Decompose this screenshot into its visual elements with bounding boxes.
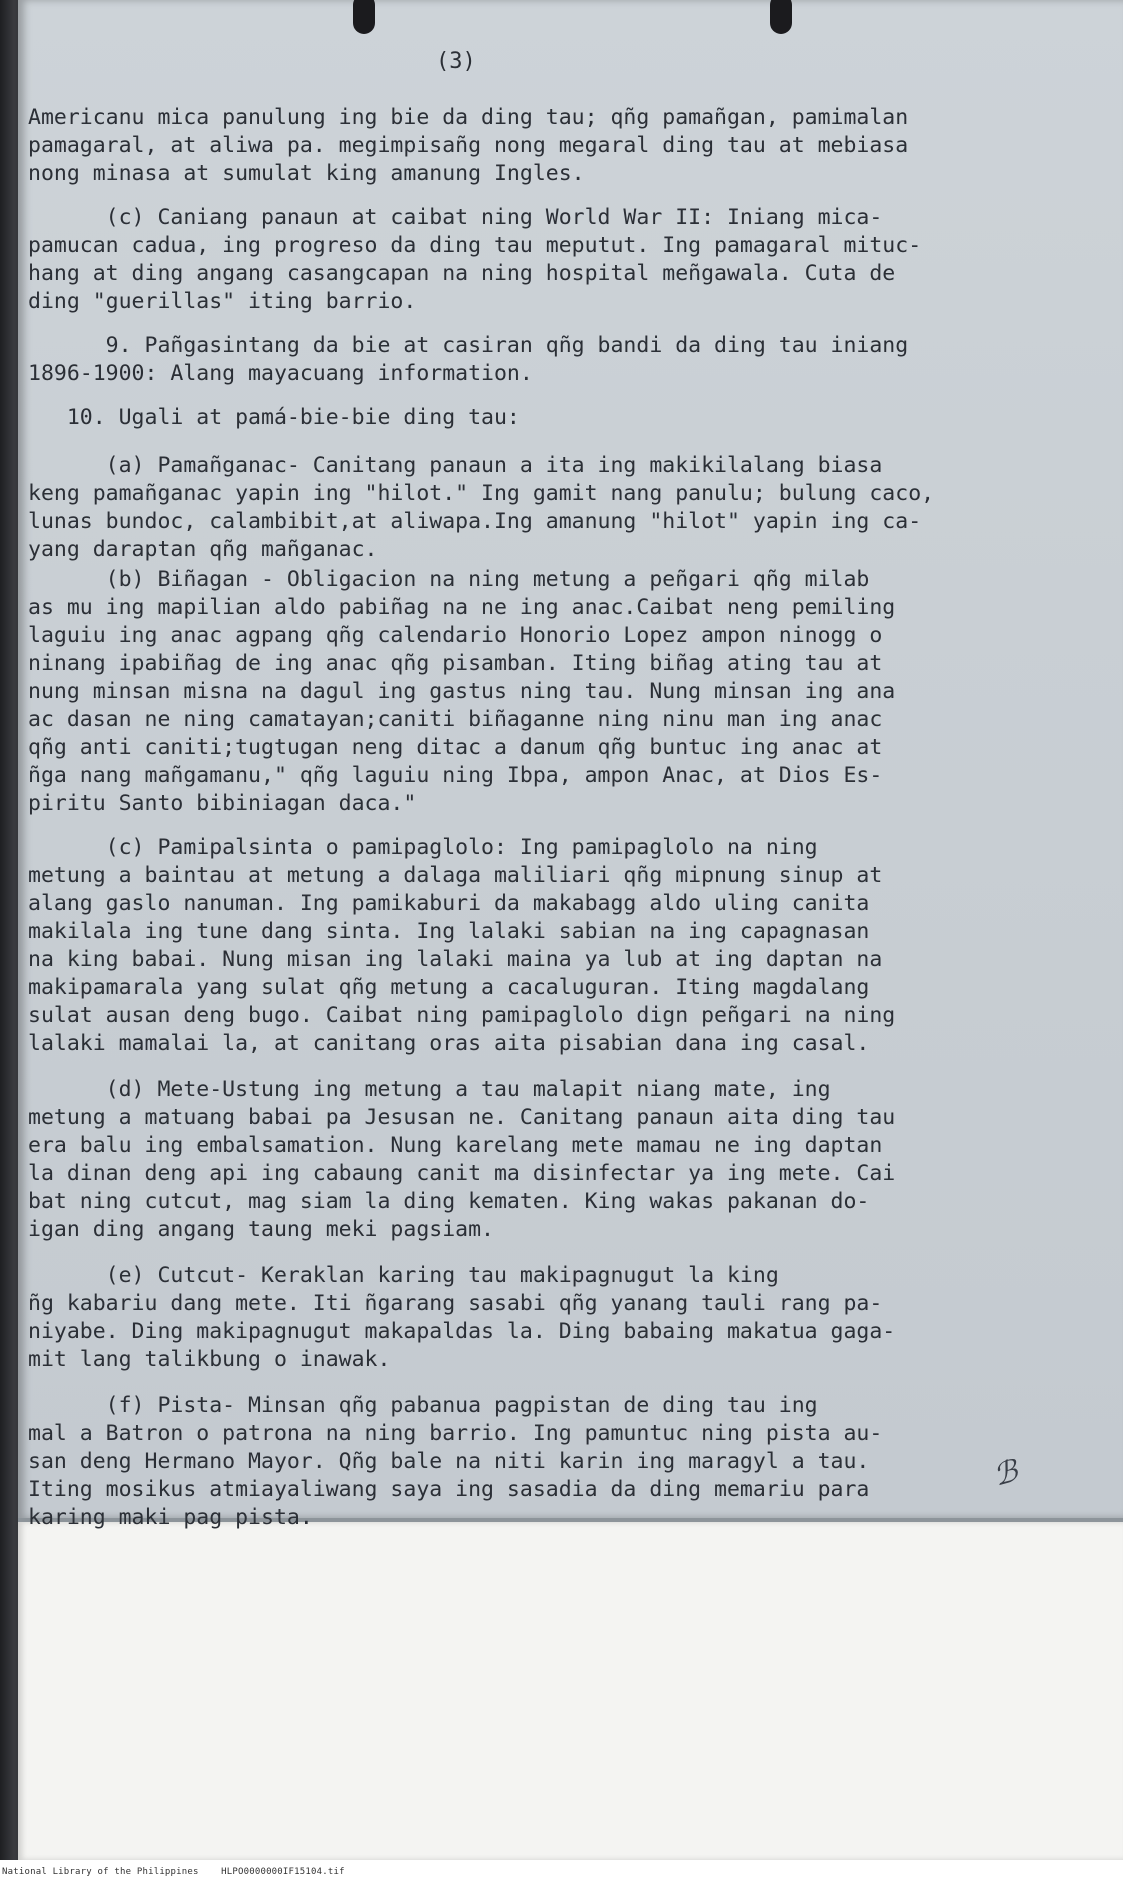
text-line: nung minsan misna na dagul ing gastus ning tau. Nung minsan ing ana	[28, 679, 896, 704]
text-line: hang at ding angang casangcapan na ning hospital meñgawala. Cuta de	[28, 261, 896, 286]
text-line: qñg anti caniti;tugtugan neng ditac a danum qñg buntuc ing anac at	[28, 735, 883, 760]
text-line: mit lang talikbung o inawak.	[28, 1347, 391, 1372]
blank-underlying-sheet	[18, 1522, 1123, 1860]
text-line: Iting mosikus atmiayaliwang saya ing sasadia da ding memariu para	[28, 1477, 870, 1502]
text-line: era balu ing embalsamation. Nung karelang mete mamau ne ing daptan	[28, 1133, 883, 1158]
text-line: 9. Pañgasintang da bie at casiran qñg bandi da ding tau iniang	[28, 333, 909, 358]
text-line: metung a baintau at metung a dalaga maliliari qñg mipnung sinup at	[28, 863, 883, 888]
text-line: makipamarala yang sulat qñg metung a cacaluguran. Iting magdalang	[28, 975, 870, 1000]
text-line: (b) Biñagan - Obligacion na ning metung a peñgari qñg milab	[28, 567, 870, 592]
text-line: ninang ipabiñag de ing anac qñg pisamban. Iting biñag ating tau at	[28, 651, 883, 676]
handwritten-initials: ℬ	[989, 1453, 1022, 1494]
text-line: igan ding angang taung meki pagsiam.	[28, 1217, 494, 1242]
text-line: (c) Pamipalsinta o pamipaglolo: Ing pamipaglolo na ning	[28, 835, 818, 860]
text-line: lalaki mamalai la, at canitang oras aita pisabian dana ing casal.	[28, 1031, 870, 1056]
text-line: la dinan deng api ing cabaung canit ma disinfectar ya ing mete. Cai	[28, 1161, 896, 1186]
text-line: laguiu ing anac agpang qñg calendario Honorio Lopez ampon ninogg o	[28, 623, 883, 648]
text-line: (c) Caniang panaun at caibat ning World War II: Iniang mica-	[28, 205, 883, 230]
text-line: makilala ing tune dang sinta. Ing lalaki sabian na ing capagnasan	[28, 919, 870, 944]
text-line: alang gaslo nanuman. Ing pamikaburi da makabagg aldo uling canita	[28, 891, 870, 916]
text-line: san deng Hermano Mayor. Qñg bale na niti karin ing maragyl a tau.	[28, 1449, 870, 1474]
text-line: Americanu mica panulung ing bie da ding tau; qñg pamañgan, pamimalan	[28, 105, 909, 130]
text-line: nong minasa at sumulat king amanung Ingles.	[28, 161, 585, 186]
text-line: ñg kabariu dang mete. Iti ñgarang sasabi qñg yanang tauli rang pa-	[28, 1291, 883, 1316]
text-line: na king babai. Nung misan ing lalaki maina ya lub at ing daptan na	[28, 947, 883, 972]
text-line: sulat ausan deng bugo. Caibat ning pamipaglolo dign peñgari na ning	[28, 1003, 896, 1028]
text-line: (f) Pista- Minsan qñg pabanua pagpistan de ding tau ing	[28, 1393, 818, 1418]
text-line: as mu ing mapilian aldo pabiñag na ne ing anac.Caibat neng pemiling	[28, 595, 896, 620]
text-line: karing maki pag pista.	[28, 1505, 313, 1530]
text-line: yang daraptan qñg mañganac.	[28, 537, 378, 562]
binding-hole-left	[353, 0, 375, 34]
text-line: (d) Mete-Ustung ing metung a tau malapit niang mate, ing	[28, 1077, 831, 1102]
text-line: 1896-1900: Alang mayacuang information.	[28, 361, 533, 386]
page-number: (3)	[436, 49, 476, 74]
binding-hole-right	[770, 0, 792, 34]
text-line: ding "guerillas" iting barrio.	[28, 289, 417, 314]
text-line: pamagaral, at aliwa pa. megimpisañg nong megaral ding tau at mebiasa	[28, 133, 909, 158]
text-line: bat ning cutcut, mag siam la ding kematen. King wakas pakanan do-	[28, 1189, 870, 1214]
text-line: pamucan cadua, ing progreso da ding tau meputut. Ing pamagaral mituc-	[28, 233, 922, 258]
text-line: metung a matuang babai pa Jesusan ne. Canitang panaun aita ding tau	[28, 1105, 896, 1130]
text-line: mal a Batron o patrona na ning barrio. Ing pamuntuc ning pista au-	[28, 1421, 883, 1446]
text-line: (a) Pamañganac- Canitang panaun a ita ing makikilalang biasa	[28, 453, 883, 478]
text-line: (e) Cutcut- Keraklan karing tau makipagnugut la king	[28, 1263, 779, 1288]
text-line: lunas bundoc, calambibit,at aliwapa.Ing amanung "hilot" yapin ing ca-	[28, 509, 922, 534]
text-line: piritu Santo bibiniagan daca."	[28, 791, 417, 816]
text-line: ac dasan ne ning camatayan;caniti biñaganne ning ninu man ing anac	[28, 707, 883, 732]
archive-footer-label: National Library of the Philippines HLPO0000000IF15104.tif	[2, 1867, 345, 1877]
text-line: ñga nang mañgamanu," qñg laguiu ning Ibpa, ampon Anac, at Dios Es-	[28, 763, 883, 788]
section-heading: 10. Ugali at pamá-bie-bie ding tau:	[28, 405, 520, 430]
text-line: niyabe. Ding makipagnugut makapaldas la. Ding babaing makatua gaga-	[28, 1319, 896, 1344]
text-line: keng pamañganac yapin ing "hilot." Ing gamit nang panulu; bulung caco,	[28, 481, 935, 506]
